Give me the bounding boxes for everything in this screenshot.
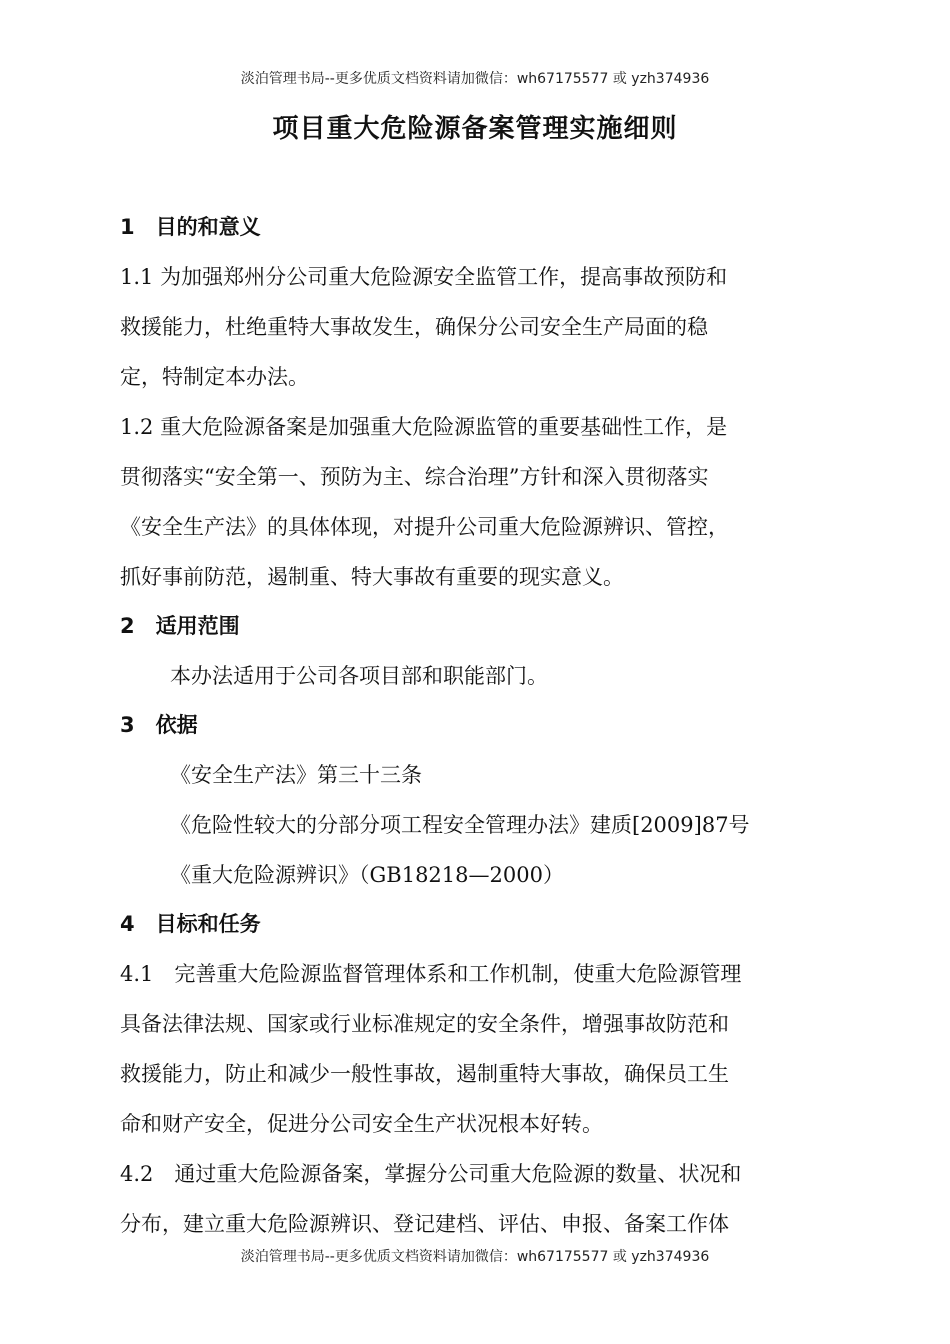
reference-item: 《重大危险源辨识》（GB18218—2000） [170,863,564,887]
page-footer-note: 淡泊管理书局--更多优质文档资料请加微信：wh67175577 或 yzh374936 [240,1249,710,1265]
reference-item: 《危险性较大的分部分项工程安全管理办法》建质[2009]87号 [170,813,750,837]
page-header-note: 淡泊管理书局--更多优质文档资料请加微信：wh67175577 或 yzh374936 [240,71,710,87]
paragraph-line: 命和财产安全，促进分公司安全生产状况根本好转。 [120,1112,603,1136]
paragraph-line: 1.2 重大危险源备案是加强重大危险源监管的重要基础性工作，是 [120,415,728,439]
paragraph-line: 救援能力，杜绝重特大事故发生，确保分公司安全生产局面的稳 [120,315,708,339]
paragraph-line: 贯彻落实“安全第一、预防为主、综合治理”方针和深入贯彻落实 [120,465,709,489]
paragraph-line: 4.2 通过重大危险源备案，掌握分公司重大危险源的数量、状况和 [120,1162,742,1186]
section-3-heading: 3 依据 [120,713,198,737]
section-1-heading: 1 目的和意义 [120,215,261,239]
paragraph-line: 抓好事前防范，遏制重、特大事故有重要的现实意义。 [120,565,624,589]
paragraph-line: 救援能力，防止和减少一般性事故，遏制重特大事故，确保员工生 [120,1062,729,1086]
paragraph-line: 4.1 完善重大危险源监督管理体系和工作机制，使重大危险源管理 [120,962,742,986]
paragraph-line: 本办法适用于公司各项目部和职能部门。 [170,664,548,688]
section-4-heading: 4 目标和任务 [120,912,261,936]
paragraph-line: 具备法律法规、国家或行业标准规定的安全条件，增强事故防范和 [120,1012,729,1036]
paragraph-line: 《安全生产法》的具体体现，对提升公司重大危险源辨识、管控， [120,515,729,539]
paragraph-line: 分布，建立重大危险源辨识、登记建档、评估、申报、备案工作体 [120,1212,729,1236]
section-2-heading: 2 适用范围 [120,614,240,638]
reference-item: 《安全生产法》第三十三条 [170,763,422,787]
paragraph-line: 定，特制定本办法。 [120,365,309,389]
paragraph-line: 1.1 为加强郑州分公司重大危险源安全监管工作，提高事故预防和 [120,265,728,289]
document-title: 项目重大危险源备案管理实施细则 [272,114,678,144]
